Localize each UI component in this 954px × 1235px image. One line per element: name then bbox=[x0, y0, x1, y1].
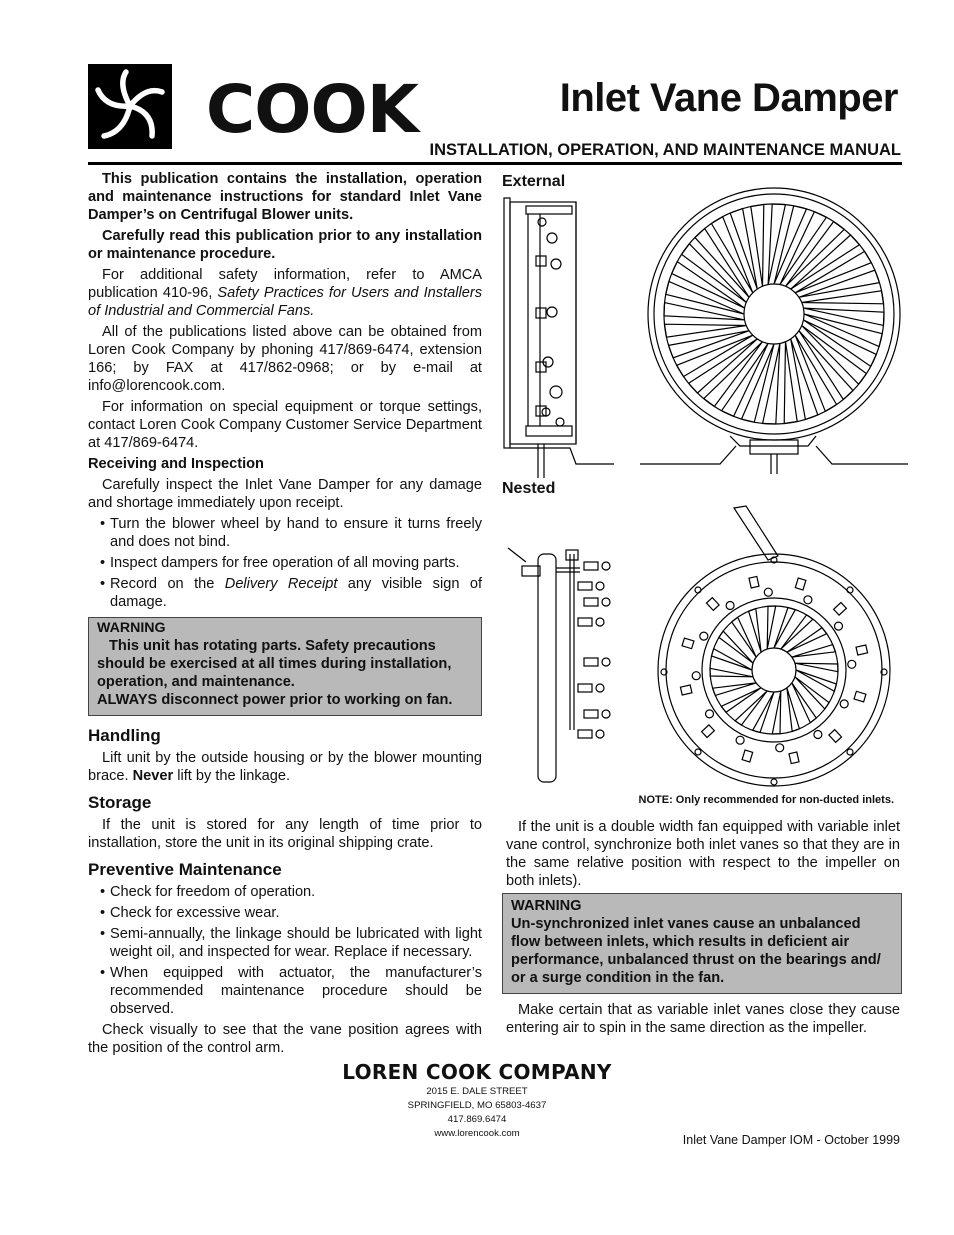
vane-blade bbox=[795, 677, 829, 709]
vane-blade bbox=[666, 282, 744, 315]
vane-blade bbox=[672, 262, 745, 309]
safety-text: For additional safety information, refer to AMCA publication 410-96, bbox=[88, 267, 482, 301]
vane-blade bbox=[735, 691, 767, 725]
list-item: • Check for freedom of operation. bbox=[100, 884, 316, 900]
warning-disconnect-text: ALWAYS disconnect power prior to working on fan. bbox=[97, 692, 453, 708]
vane-blade bbox=[804, 314, 882, 347]
right-column-text bbox=[506, 818, 900, 893]
footer-city: SPRINGFIELD, MO 65803-4637 bbox=[407, 1100, 547, 1111]
side-linkage-arm bbox=[584, 598, 598, 606]
side-linkage-arm bbox=[578, 684, 592, 692]
linkage-pivot bbox=[814, 731, 822, 739]
footer-company-name: LOREN COOK COMPANY bbox=[342, 1060, 612, 1084]
vane-blade bbox=[772, 691, 781, 734]
page-subtitle: INSTALLATION, OPERATION, AND MAINTENANCE MANUAL bbox=[429, 141, 901, 159]
document-id: Inlet Vane Damper IOM - October 1999 bbox=[682, 1133, 900, 1147]
side-linkage-pivot bbox=[602, 710, 610, 718]
side-linkage-arm bbox=[584, 710, 598, 718]
linkage-bracket bbox=[702, 725, 715, 738]
closing-paragraph: Make certain that as variable inlet vanes close they cause entering air to spin in the same direction as the impeller. bbox=[506, 1002, 900, 1036]
list-item: • Inspect dampers for free operation of all moving parts. bbox=[100, 555, 460, 571]
linkage-bracket bbox=[854, 691, 866, 702]
warning-title: WARNING bbox=[97, 620, 166, 636]
linkage-pivot bbox=[706, 710, 714, 718]
storage-heading: Storage bbox=[88, 793, 152, 812]
linkage-pivot bbox=[764, 588, 772, 596]
side-linkage-pivot bbox=[596, 684, 604, 692]
footer-website: www.lorencook.com bbox=[434, 1128, 520, 1139]
intro-paragraph-2: Carefully read this publication prior to any installation or maintenance procedure. bbox=[88, 228, 482, 262]
vane-blade bbox=[722, 343, 769, 416]
handling-paragraph bbox=[88, 749, 482, 785]
footer-street: 2015 E. DALE STREET bbox=[426, 1086, 528, 1097]
vane-blade bbox=[742, 344, 775, 422]
left-column bbox=[88, 170, 482, 1060]
side-linkage-pivot bbox=[602, 598, 610, 606]
vane-blade bbox=[751, 205, 764, 287]
vane-blade bbox=[803, 320, 876, 367]
linkage-pivot bbox=[848, 660, 856, 668]
nested-damper-side-view bbox=[500, 498, 630, 788]
list-item-text: any visible sign of damage. bbox=[110, 576, 483, 610]
linkage-pivot bbox=[776, 744, 784, 752]
list-item-text: Turn the blower wheel by hand to ensure it turns freely and does not bind. bbox=[110, 516, 482, 550]
list-item: • Record on the Delivery Receipt any visible sign of damage. bbox=[100, 576, 483, 610]
side-linkage-pivot bbox=[602, 562, 610, 570]
linkage-bracket bbox=[829, 730, 842, 743]
linkage-bracket bbox=[834, 602, 847, 615]
external-damper-front-view bbox=[640, 178, 912, 476]
vane-blade bbox=[719, 631, 753, 663]
storage-paragraph: If the unit is stored for any length of time prior to installation, store the unit in its original shipping crate. bbox=[88, 817, 482, 851]
nested-figure-label: Nested bbox=[502, 480, 556, 497]
linkage-pivot bbox=[736, 736, 744, 744]
linkage-pivot bbox=[726, 602, 734, 610]
closing-column-text bbox=[506, 1001, 900, 1037]
safety-publication-title: Safety Practices for Users and Installers of Industrial and Commercial Fans. bbox=[88, 285, 482, 319]
side-linkage-pivot bbox=[602, 658, 610, 666]
handling-text: Lift unit by the outside housing or by the blower mounting brace. bbox=[88, 750, 482, 784]
side-linkage-arm bbox=[578, 582, 592, 590]
nested-damper-front-view bbox=[650, 504, 896, 790]
list-item: • Turn the blower wheel by hand to ensure it turns freely and does not bind. bbox=[100, 516, 482, 550]
preventive-maintenance-heading: Preventive Maintenance bbox=[88, 860, 282, 879]
handling-text: lift by the linkage. bbox=[173, 768, 291, 784]
linkage-pivot bbox=[804, 596, 812, 604]
delivery-receipt-term: Delivery Receipt bbox=[224, 576, 338, 592]
check-visually-paragraph: Check visually to see that the vane position agrees with the position of the control arm. bbox=[88, 1022, 482, 1056]
vane-blade bbox=[781, 615, 813, 649]
vane-blade bbox=[780, 212, 827, 285]
cook-logo-mark bbox=[88, 64, 172, 149]
linkage-pivot bbox=[700, 632, 708, 640]
linkage-bracket bbox=[706, 598, 719, 611]
publications-paragraph: All of the publications listed above can be obtained from Loren Cook Company by phoning 417/869-6474, extension 166; by FAX at 417/862-0968; or by e-mail at info@lorencook.com. bbox=[88, 324, 482, 394]
linkage-bracket bbox=[680, 685, 692, 695]
maintenance-bullet-list bbox=[88, 883, 482, 1018]
external-figure-label: External bbox=[502, 173, 566, 190]
linkage-bracket bbox=[856, 645, 868, 655]
side-linkage-arm bbox=[578, 618, 592, 626]
list-item: • Check for excessive wear. bbox=[100, 905, 280, 921]
vane-blade bbox=[712, 649, 753, 670]
footer-phone: 417.869.6474 bbox=[447, 1114, 507, 1125]
double-width-paragraph: If the unit is a double width fan equipped with variable inlet vane control, synchronize both inlet vanes so that they are in the same relative position with respect to the impeller on both inlets). bbox=[506, 819, 900, 889]
linkage-bracket bbox=[795, 578, 806, 590]
warning-text: Un-synchronized inlet vanes cause an unbalanced flow between inlets, which results in deficient air performance, unbalanced thrust on the bearings and/ or a surge condition in the fan. bbox=[511, 916, 881, 986]
vane-blade bbox=[796, 670, 837, 691]
list-item-text: Inspect dampers for free operation of all moving parts. bbox=[110, 555, 460, 571]
list-item-text: Semi-annually, the linkage should be lubricated with light weight oil, and inspected for wear. Replace if necessary. bbox=[110, 926, 482, 960]
linkage-bracket bbox=[749, 576, 759, 588]
header-rule bbox=[88, 162, 902, 165]
list-item: • Semi-annually, the linkage should be lubricated with light weight oil, and inspected for wear. Replace if necessary. bbox=[100, 926, 482, 960]
warning-title: WARNING bbox=[511, 898, 582, 914]
list-item-text: Check for excessive wear. bbox=[110, 905, 280, 921]
linkage-pivot bbox=[835, 622, 843, 630]
linkage-bracket bbox=[682, 638, 694, 649]
vane-blade bbox=[710, 668, 753, 677]
page-title: Inlet Vane Damper bbox=[559, 76, 898, 120]
linkage-bracket bbox=[742, 750, 753, 762]
vane-blade bbox=[753, 692, 774, 733]
rotating-parts-warning-box bbox=[88, 617, 482, 716]
safety-paragraph bbox=[88, 266, 482, 320]
vane-blade bbox=[665, 324, 747, 337]
vane-blade bbox=[767, 606, 776, 649]
receiving-heading: Receiving and Inspection bbox=[88, 456, 264, 472]
synchronization-warning-box bbox=[502, 893, 902, 994]
non-ducted-note: NOTE: Only recommended for non-ducted inlets. bbox=[638, 794, 894, 806]
warning-text: This unit has rotating parts. Safety precautions should be exercised at all times during installation, operation, and maintenance. bbox=[97, 638, 452, 690]
vane-blade bbox=[774, 206, 807, 284]
intro-paragraph-1: This publication contains the installation, operation and maintenance instructions for standard Inlet Vane Damper’s on Centrifugal Blower units. bbox=[88, 171, 482, 223]
handling-heading: Handling bbox=[88, 726, 161, 745]
side-linkage-pivot bbox=[596, 730, 604, 738]
side-linkage-pivot bbox=[596, 582, 604, 590]
handling-emphasis: Never bbox=[132, 768, 174, 784]
side-linkage-arm bbox=[584, 562, 598, 570]
side-linkage-arm bbox=[584, 658, 598, 666]
vane-blade bbox=[774, 608, 795, 649]
receiving-paragraph: Carefully inspect the Inlet Vane Damper for any damage and shortage immediately upon receipt. bbox=[88, 477, 482, 511]
linkage-pivot bbox=[692, 672, 700, 680]
brand-wordmark: COOK bbox=[205, 71, 418, 148]
fan-blade-logo-icon bbox=[88, 64, 172, 149]
side-linkage-arm bbox=[578, 730, 592, 738]
list-item-text: When equipped with actuator, the manufacturer’s recommended maintenance procedure should be observed. bbox=[110, 965, 482, 1017]
list-item: • When equipped with actuator, the manufacturer’s recommended maintenance procedure should be observed. bbox=[100, 965, 482, 1017]
side-linkage-pivot bbox=[596, 618, 604, 626]
linkage-bracket bbox=[789, 752, 799, 764]
vane-blade bbox=[802, 291, 884, 304]
vane-blade bbox=[784, 342, 797, 424]
vane-blade bbox=[795, 663, 838, 672]
external-damper-side-view bbox=[500, 192, 620, 482]
list-item-text: Record on the bbox=[110, 576, 225, 592]
linkage-pivot bbox=[840, 700, 848, 708]
list-item-text: Check for freedom of operation. bbox=[110, 884, 316, 900]
receiving-bullet-list bbox=[88, 515, 482, 611]
special-equipment-paragraph: For information on special equipment or torque settings, contact Loren Cook Company Customer Service Department at 417/869-6474. bbox=[88, 399, 482, 451]
